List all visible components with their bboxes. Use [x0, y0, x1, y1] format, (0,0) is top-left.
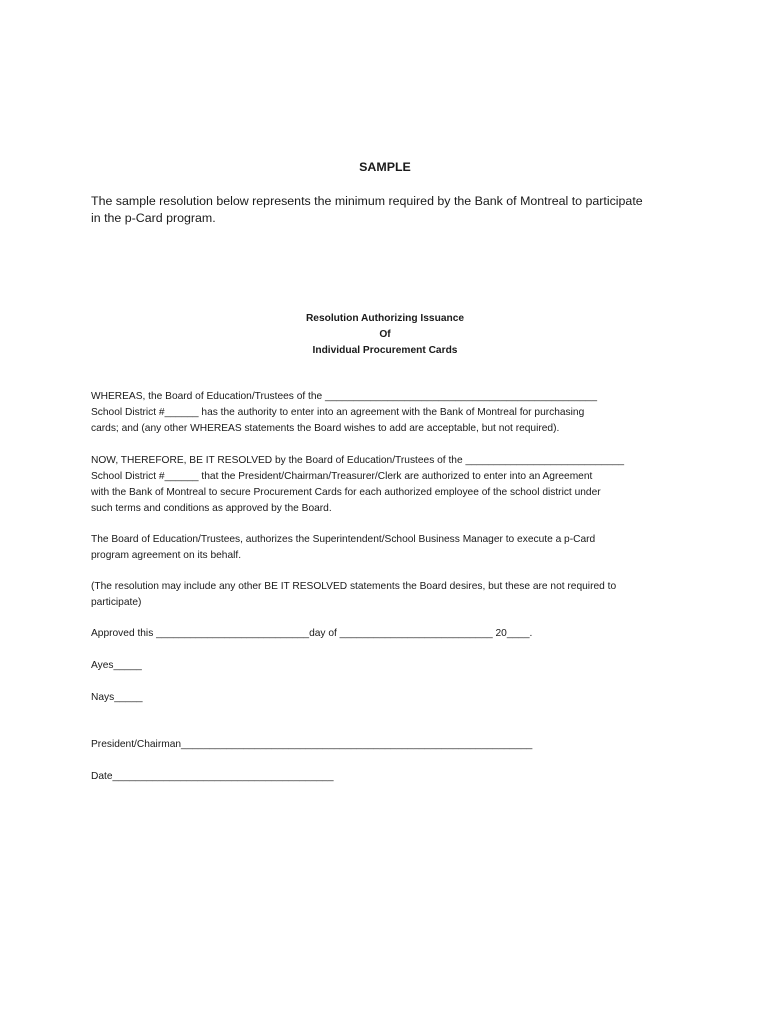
resolution-title-line-2: Of	[379, 329, 391, 340]
whereas-line-1: WHEREAS, the Board of Education/Trustees of the ________________________________________________	[91, 391, 598, 402]
intro-line-1: The sample resolution below represents the minimum required by the Bank of Montreal to participate	[91, 194, 643, 208]
authorizes-line-2: program agreement on its behalf.	[91, 550, 242, 561]
note-line-2: participate)	[91, 597, 142, 608]
authorizes-line-1: The Board of Education/Trustees, authorizes the Superintendent/School Business Manager to execute a p-Card	[91, 534, 596, 545]
whereas-line-2: School District #______ has the authority to enter into an agreement with the Bank of Montreal for purchasing	[91, 407, 585, 418]
therefore-line-3: with the Bank of Montreal to secure Procurement Cards for each authorized employee of the school district under	[91, 487, 601, 498]
whereas-line-3: cards; and (any other WHEREAS statements the Board wishes to add are acceptable, but not required).	[91, 423, 560, 434]
president-signature-line: President/Chairman______________________________________________________________	[91, 739, 533, 750]
date-line: Date_______________________________________	[91, 771, 334, 782]
therefore-line-2: School District #______ that the President/Chairman/Treasurer/Clerk are authorized to enter into an Agreement	[91, 471, 593, 482]
resolution-title-line-3: Individual Procurement Cards	[312, 345, 458, 356]
nays-line: Nays_____	[91, 692, 143, 703]
therefore-line-1: NOW, THEREFORE, BE IT RESOLVED by the Board of Education/Trustees of the ____________________________	[91, 455, 625, 466]
approved-line: Approved this ___________________________day of ___________________________ 20____.	[91, 628, 533, 639]
note-line-1: (The resolution may include any other BE IT RESOLVED statements the Board desires, but these are not required to	[91, 581, 617, 592]
ayes-line: Ayes_____	[91, 660, 142, 671]
document-heading: SAMPLE	[359, 160, 411, 174]
resolution-title-line-1: Resolution Authorizing Issuance	[305, 313, 465, 324]
therefore-line-4: such terms and conditions as approved by the Board.	[91, 503, 332, 514]
intro-line-2: in the p-Card program.	[91, 211, 216, 225]
